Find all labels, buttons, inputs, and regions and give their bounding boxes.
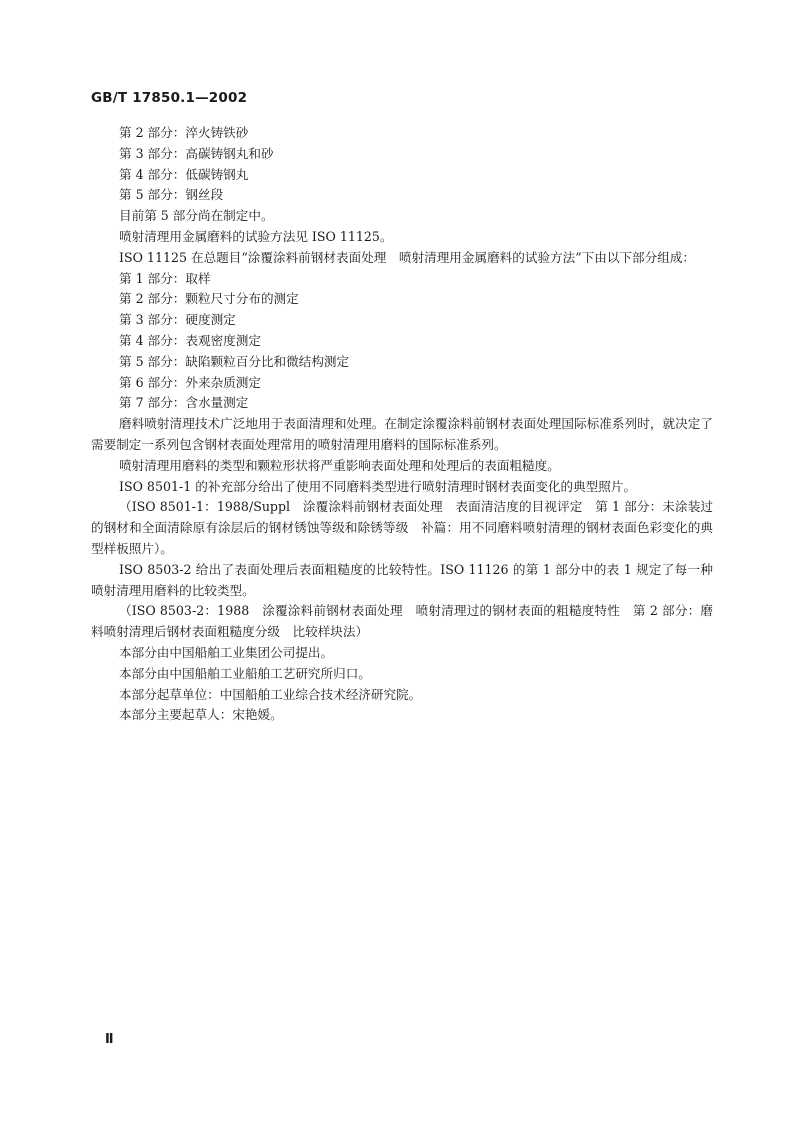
paragraph: 第 3 部分：高碳铸钢丸和砂: [119, 145, 274, 161]
paragraph: 喷射清理用磨料的类型和颗粒形状将严重影响表面处理和处理后的表面粗糙度。: [119, 457, 560, 473]
paragraph: 第 2 部分：颗粒尺寸分布的测定: [119, 291, 299, 307]
paragraph: 第 2 部分：淬火铸铁砂: [119, 125, 249, 140]
standard-code-header: GB/T 17850.1—2002: [91, 90, 248, 106]
paragraph: 本部分由中国船舶工业船舶工艺研究所归口。: [119, 665, 371, 681]
paragraph: 本部分主要起草人：宋艳媛。: [119, 707, 283, 723]
paragraph: 目前第 5 部分尚在制定中。: [119, 208, 274, 224]
paragraph: ISO 11125 在总题目“涂覆涂料前钢材表面处理 喷射清理用金属磨料的试验方法”下由以下部分组成：: [119, 249, 696, 265]
paragraph: 本部分起草单位：中国船舶工业综合技术经济研究院。: [119, 686, 422, 702]
paragraph: 第 7 部分：含水量测定: [119, 395, 249, 411]
paragraph: （ISO 8501-1：1988/Suppl 涂覆涂料前钢材表面处理 表面清洁度的目视评定 第 1 部分：未涂装过的钢材和全面清除原有涂层后的钢材锈蚀等级和除锈等级 补篇：用不同磨料喷射清理的钢材表面色彩变化的典型样板照片）。: [91, 499, 713, 556]
foreword-body: [91, 123, 713, 726]
paragraph: 第 3 部分：硬度测定: [119, 312, 236, 328]
paragraph: 第 5 部分：钢丝段: [119, 187, 224, 203]
paragraph: 本部分由中国船舶工业集团公司提出。: [119, 644, 334, 660]
paragraph: ISO 8503-2 给出了表面处理后表面粗糙度的比较特性。ISO 11126 的第 1 部分中的表 1 规定了每一种喷射清理用磨料的比较类型。: [91, 561, 713, 598]
paragraph: 第 4 部分：低碳铸钢丸: [119, 166, 249, 182]
paragraph: （ISO 8503-2：1988 涂覆涂料前钢材表面处理 喷射清理过的钢材表面的粗糙度特性 第 2 部分：磨料喷射清理后钢材表面粗糙度分级 比较样块法）: [91, 603, 713, 640]
paragraph: 第 5 部分：缺陷颗粒百分比和微结构测定: [119, 353, 350, 369]
paragraph: 磨料喷射清理技术广泛地用于表面清理和处理。在制定涂覆涂料前钢材表面处理国际标准系列时，就决定了需要制定一系列包含钢材表面处理常用的喷射清理用磨料的国际标准系列。: [91, 416, 713, 452]
paragraph: 喷射清理用金属磨料的试验方法见 ISO 11125。: [119, 228, 393, 244]
paragraph: 第 1 部分：取样: [119, 270, 211, 286]
paragraph: ISO 8501-1 的补充部分给出了使用不同磨料类型进行喷射清理时钢材表面变化的典型照片。: [119, 478, 637, 494]
paragraph: 第 6 部分：外来杂质测定: [119, 374, 261, 390]
paragraph: 第 4 部分：表观密度测定: [119, 332, 261, 348]
page-number: Ⅱ: [105, 1032, 114, 1047]
